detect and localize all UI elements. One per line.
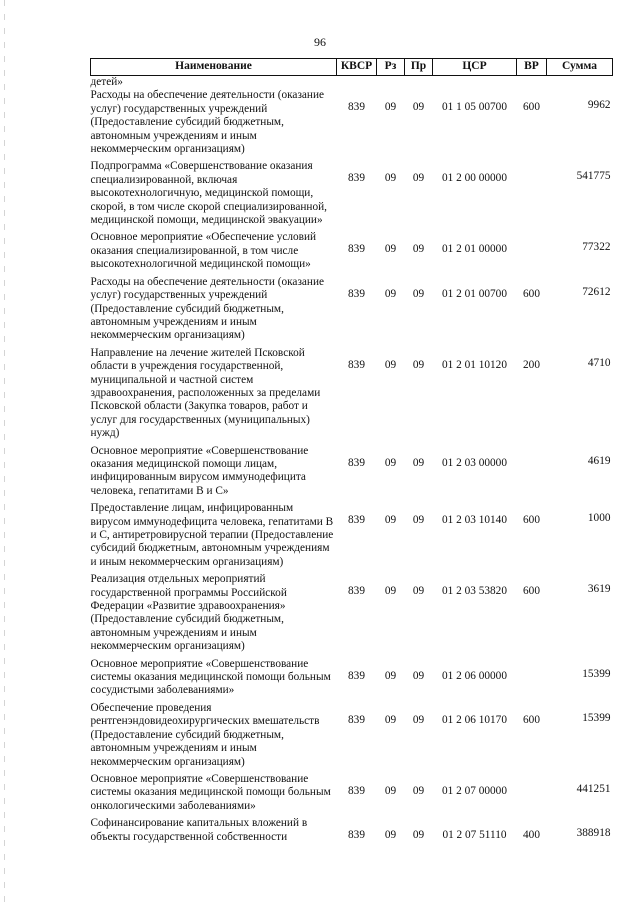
cell-rz: 09 [384,713,397,726]
cell-kvsr: 839 [348,514,365,527]
cell-pr: 09 [412,358,425,371]
cell-pr: 09 [412,829,425,842]
cell-vr [517,231,547,275]
cell-vr [517,658,547,702]
scan-edge-mark [4,0,5,905]
cell-kvsr: 839 [348,669,365,682]
cell-sum: 9962 [587,99,611,112]
cell-kvsr: 839 [348,829,365,842]
cell-sum: 541775 [576,170,611,183]
cell-csr: 01 2 01 00700 [442,287,507,300]
cell-rz: 09 [384,784,397,797]
table-row [91,573,613,657]
cell-sum: 15399 [582,667,611,680]
cell-kvsr: 839 [348,172,365,185]
table-row [91,160,613,231]
cell-rz: 09 [384,287,397,300]
cell-sum: 15399 [582,711,611,724]
cell-vr: 600 [523,713,540,726]
cell-name: Подпрограмма «Совершенствование оказания специализированной, включая высокотехнологичную, медицинской помощи, скорой, в том числе скорой специализированной, медицинской помощи, медицинской эвакуации» [90,160,327,227]
cell-kvsr: 839 [348,287,365,300]
cell-name: Расходы на обеспечение деятельности (оказание услуг) государственных учреждений (Предоставление субсидий бюджетным, автономным учреждениям и иным некоммерческим организациям) [90,275,325,342]
header-sum: Сумма [547,59,613,76]
cell-pr: 09 [412,585,425,598]
cell-csr: 01 2 01 10120 [442,358,507,371]
continuation-text: детей» [90,76,123,88]
cell-rz: 09 [384,829,397,842]
table-row [91,347,613,445]
cell-rz: 09 [384,514,397,527]
cell-vr [517,160,547,231]
cell-name: Софинансирование капитальных вложений в объекты государственной собственности [90,817,308,843]
table-row [91,445,613,503]
page-number: 96 [314,35,326,49]
table-row [91,276,613,347]
cell-vr: 600 [523,514,540,527]
cell-vr [517,445,547,503]
table-row [91,702,613,773]
continuation-row [91,76,613,90]
cell-pr: 09 [412,172,425,185]
cell-sum: 441251 [576,782,611,795]
header-rz: Рз [377,59,405,76]
cell-rz: 09 [384,172,397,185]
cell-csr: 01 2 07 51110 [442,829,507,842]
cell-kvsr: 839 [348,784,365,797]
header-vr: ВР [517,59,547,76]
table-row [91,817,613,848]
cell-rz: 09 [384,358,397,371]
cell-kvsr: 839 [348,585,365,598]
cell-name: Направление на лечение жителей Псковской области в учреждения государственной, муниципальной и частной систем здравоохранения, расположенных за пределами Псковской области (Закупка товаров, работ и услуг для государственных (муниципальных) нужд) [90,346,321,440]
cell-csr: 01 2 03 00000 [442,456,507,469]
table-row [91,658,613,702]
cell-kvsr: 839 [348,358,365,371]
table-row [91,502,613,573]
table-row [91,773,613,817]
cell-rz: 09 [384,456,397,469]
cell-pr: 09 [412,514,425,527]
cell-csr: 01 2 00 00000 [442,172,507,185]
cell-pr: 09 [412,101,425,114]
header-row [91,59,613,76]
cell-sum: 3619 [587,583,611,596]
cell-vr: 600 [523,101,540,114]
cell-csr: 01 2 01 00000 [442,243,507,256]
cell-pr: 09 [412,243,425,256]
cell-csr: 01 2 07 00000 [442,784,507,797]
cell-rz: 09 [384,243,397,256]
cell-name: Основное мероприятие «Совершенствование оказания медицинской помощи лицам, инфицированным вирусом иммунодефицита человека, гепатитами В и С» [90,444,309,497]
cell-csr: 01 2 06 10170 [442,713,507,726]
cell-sum: 77322 [582,241,611,254]
cell-kvsr: 839 [348,101,365,114]
cell-vr: 600 [523,287,540,300]
cell-name: Расходы на обеспечение деятельности (оказание услуг) государственных учреждений (Предоставление субсидий бюджетным, автономным учреждениям и иным некоммерческим организациям) [90,89,325,156]
cell-sum: 4710 [587,356,611,369]
cell-csr: 01 2 03 10140 [442,514,507,527]
cell-csr: 01 2 03 53820 [442,585,507,598]
cell-kvsr: 839 [348,243,365,256]
cell-name: Основное мероприятие «Совершенствование системы оказания медицинской помощи больным онкологическими заболеваниями» [90,772,331,812]
cell-name: Основное мероприятие «Обеспечение условий оказания специализированной, в том числе высокотехнологичной медицинской помощи» [90,231,317,271]
cell-name: Основное мероприятие «Совершенствование системы оказания медицинской помощи больным сосудистыми заболеваниями» [90,657,331,697]
table-row [91,89,613,160]
cell-name: Реализация отдельных мероприятий государственной программы Российской Федерации «Развитие здравоохранения» (Предоставление субсидий бюджетным, автономным учреждениям и иным некоммерческим организациям) [90,573,287,653]
cell-kvsr: 839 [348,456,365,469]
cell-pr: 09 [412,287,425,300]
cell-sum: 4619 [587,454,611,467]
cell-csr: 01 2 06 00000 [442,669,507,682]
cell-rz: 09 [384,669,397,682]
cell-name: Предоставление лицам, инфицированным вирусом иммунодефицита человека, гепатитами В и С, антиретровирусной терапии (Предоставление субсидий бюджетным, автономным учреждениям и иным некоммерческим организациям) [90,502,334,568]
table-body [91,76,613,848]
cell-pr: 09 [412,713,425,726]
budget-table [90,58,613,848]
header-kvsr: КВСР [337,59,377,76]
cell-kvsr: 839 [348,713,365,726]
cell-rz: 09 [384,585,397,598]
header-csr: ЦСР [433,59,517,76]
cell-rz: 09 [384,101,397,114]
cell-name: Обеспечение проведения рентгенэндовидеохирургических вмешательств (Предоставление субсидий бюджетным, автономным учреждениям и иным некоммерческим организациям) [90,701,320,768]
cell-vr: 200 [523,358,540,371]
cell-sum: 388918 [576,827,611,840]
header-name: Наименование [91,59,337,76]
cell-vr [517,773,547,817]
cell-sum: 1000 [587,512,611,525]
table-row [91,231,613,275]
cell-sum: 72612 [582,285,611,298]
table-header [91,59,613,76]
cell-pr: 09 [412,669,425,682]
cell-vr: 400 [523,829,540,842]
cell-pr: 09 [412,456,425,469]
cell-pr: 09 [412,784,425,797]
header-pr: Пр [405,59,433,76]
cell-csr: 01 1 05 00700 [442,101,507,114]
cell-vr: 600 [523,585,540,598]
